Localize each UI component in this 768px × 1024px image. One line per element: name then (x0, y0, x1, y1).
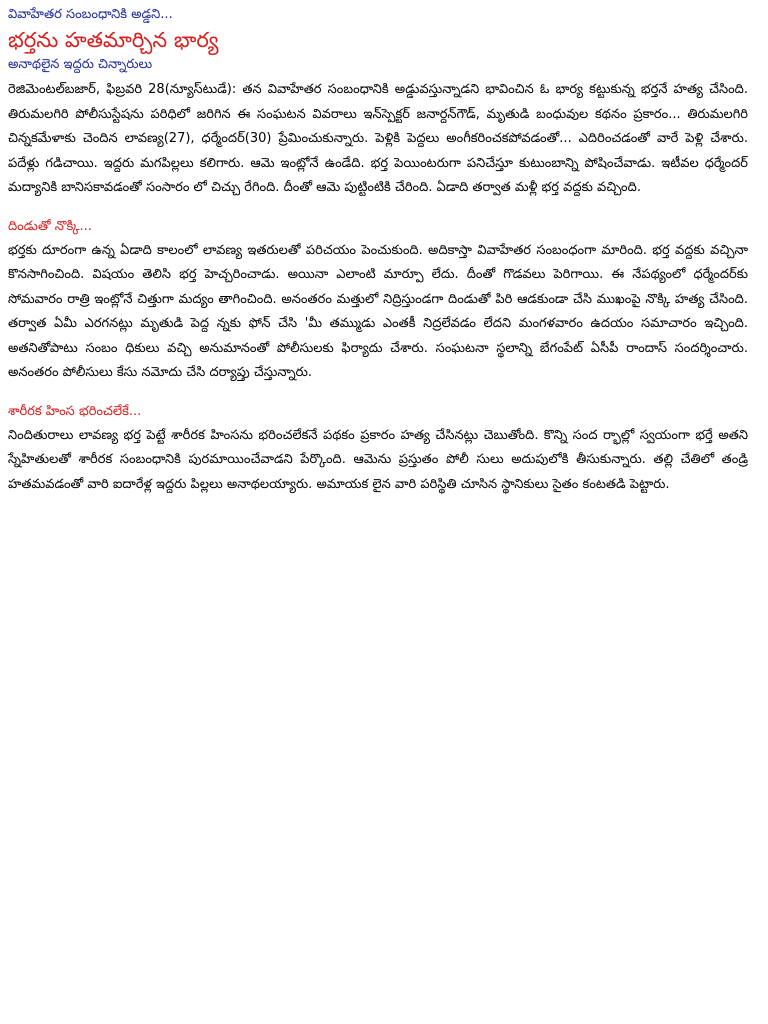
section-heading: దిండుతో నొక్కి... (8, 218, 92, 234)
lead-paragraph: రెజిమెంటల్‌బజార్, ఫిబ్రవరి 28(న్యూస్‌టుడే): తన వివాహేతర సంబంధానికి అడ్డువస్తున్నాడని భావించిన ఓ భార్య కట్టుకున్న భర్తనే హత్య చేసింది. తిరుమలగిరి పోలీసుస్టేషను పరిధిలో జరిగిన ఈ సంఘటన వివరాలు ఇన్‌స్పెక్టర్ జనార్దన్‌గౌడ్, మృతుడి బంధువుల కథనం ప్రకారం... తిరుమలగిరి చిన్నకమేళాకు చెందిన లావణ్య(27), ధర్మేందర్(30) ప్రేమించుకున్నారు. పెళ్లికి పెద్దలు అంగీకరించకపోవడంతో... ఎదిరించడంతో వారే పెళ్లి చేశారు. పదేళ్లు గడిచాయి. ఇద్దరు మగపిల్లలు కలిగారు. ఆమె ఇంట్లోనే ఉండేది. భర్త పెయింటరుగా పనిచేస్తూ కుటుంబాన్ని పోషించేవాడు. ఇటీవల ధర్మేందర్ మద్యానికి బానిసకావడంతో సంసారం లో చిచ్చు రేగింది. దీంతో ఆమె పుట్టింటికి చేరింది. ఏడాది తర్వాత మళ్లీ భర్త వద్దకు వచ్చింది. (8, 82, 748, 195)
article-subheadline: అనాథలైన ఇద్దరు చిన్నారులు (8, 57, 153, 72)
section-dindutho (8, 217, 748, 386)
section-heading: శారీరక హింస భరించలేకే... (8, 403, 142, 419)
article-kicker: వివాహేతర సంబంధానికి అడ్డని... (8, 7, 173, 22)
section-sareeraka-himsa (8, 402, 748, 498)
section-body: భర్తకు దూరంగా ఉన్న ఏడాది కాలంలో లావణ్య ఇతరులతో పరిచయం పెంచుకుంది. అదికాస్తా వివాహేతర సంబంధంగా మారింది. భర్త వద్దకు వచ్చినా కొనసాగించింది. విషయం తెలిసి భర్త హెచ్చరించాడు. అయినా ఎలాంటి మార్పూ లేదు. దీంతో గొడవలు పెరిగాయి. ఈ నేపథ్యంలో ధర్మేందర్‌కు సోమవారం రాత్రి ఇంట్లోనే చిత్తుగా మద్యం తాగించింది. అనంతరం మత్తులో నిద్రిస్తుండగా దిండుతో పిరి ఆడకుండా చేసి ముఖంపై నొక్కి హత్య చేసింది. తర్వాత ఏమీ ఎరగనట్లు మృతుడి పెద్ద న్నకు ఫోన్ చేసి 'మీ తమ్ముడు ఎంతకీ నిద్రలేవడం లేదని మంగళవారం ఉదయం సమాచారం ఇచ్చింది. అతనితోపాటు సంబం ధికులు వచ్చి అనుమానంతో పోలీసులకు ఫిర్యాదు చేశారు. సంఘటనా స్థలాన్ని బేగంపేట్ ఏసీపీ రాందాస్ సందర్శించారు. అనంతరం పోలీసులు కేసు నమోదు చేసి దర్యాప్తు చేస్తున్నారు. (8, 242, 748, 380)
article (0, 0, 762, 497)
section-body: నిందితురాలు లావణ్య భర్త పెట్టే శారీరక హింసను భరించలేకనే పథకం ప్రకారం హత్య చేసినట్లు చెబుతోంది. కొన్ని సంద ర్భాల్లో స్వయంగా భర్తే అతని స్నేహితులతో శారీరక సంబంధానికి పురమాయించేవాడని పేర్కొంది. ఆమెను ప్రస్తుతం పోలీ సులు అదుపులోకి తీసుకున్నారు. తల్లి చేతిలో తండ్రి హతమవడంతో వారి ఐదారేళ్ల ఇద్దరు పిల్లలు అనాథలయ్యారు. అమాయక లైన వారి పరిస్థితి చూసిన స్థానికులు సైతం కంటతడి పెట్టారు. (8, 427, 748, 492)
article-headline: భర్తను హతమార్చిన భార్య (8, 28, 219, 52)
